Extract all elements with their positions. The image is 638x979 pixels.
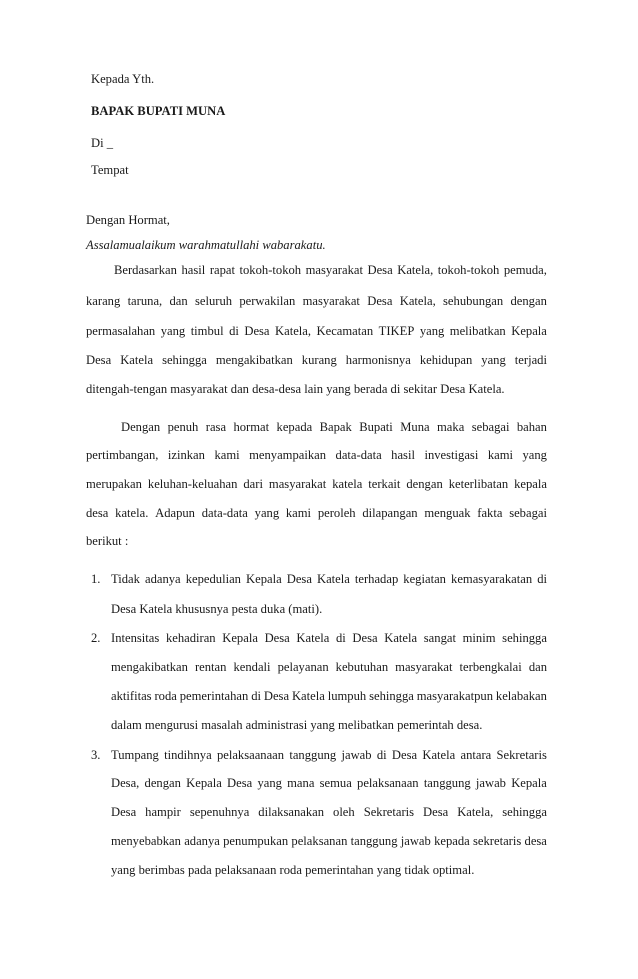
word: kepada bbox=[434, 834, 470, 848]
word: Desa bbox=[111, 805, 137, 819]
word: menyampaikan bbox=[249, 448, 327, 462]
word: sehingga bbox=[162, 353, 207, 367]
list-item-line bbox=[111, 775, 547, 791]
paragraph1-line bbox=[86, 352, 547, 368]
word: yang bbox=[522, 448, 547, 462]
word: Intensitas bbox=[111, 631, 160, 645]
word: Desa bbox=[86, 353, 112, 367]
word: masyarakat bbox=[305, 263, 363, 277]
word: katela. bbox=[115, 506, 149, 520]
word: hasil bbox=[181, 263, 206, 277]
list-item-number: 3. bbox=[91, 748, 101, 762]
word: sebagai bbox=[509, 506, 547, 520]
word: bahan bbox=[516, 420, 547, 434]
word: antara bbox=[460, 748, 492, 762]
word: Desa bbox=[423, 805, 449, 819]
word: jawab bbox=[341, 748, 372, 762]
word: yang bbox=[481, 353, 506, 367]
list-item-number: 1. bbox=[91, 572, 101, 586]
word: menguak bbox=[424, 506, 471, 520]
word: kemasyarakatan bbox=[451, 572, 533, 586]
word: izinkan bbox=[167, 448, 205, 462]
word: seluruh bbox=[194, 294, 233, 308]
word: desa bbox=[524, 834, 547, 848]
word: sepenuhnya bbox=[189, 805, 250, 819]
list-item-line bbox=[111, 571, 547, 587]
word: Desa bbox=[227, 776, 253, 790]
word: Kepala bbox=[186, 776, 222, 790]
word: hasil bbox=[391, 448, 415, 462]
word: keterlibatan bbox=[448, 477, 509, 491]
word: jawab bbox=[400, 834, 431, 848]
word: dengan bbox=[144, 776, 181, 790]
word: yang bbox=[257, 776, 282, 790]
greeting-hormat: Dengan Hormat, bbox=[86, 213, 170, 227]
word: sekretaris bbox=[473, 834, 522, 848]
word: dengan bbox=[406, 477, 443, 491]
word: karang bbox=[86, 294, 121, 308]
word: data-data bbox=[335, 448, 382, 462]
word: oleh bbox=[333, 805, 355, 819]
word: di bbox=[251, 689, 261, 703]
word: terkait bbox=[368, 477, 401, 491]
list-item-line: Desa Katela khususnya pesta duka (mati). bbox=[111, 602, 323, 616]
word: roda bbox=[154, 689, 177, 703]
word: Adapun bbox=[155, 506, 195, 520]
word: rapat bbox=[209, 263, 235, 277]
word: kami bbox=[285, 506, 312, 520]
word: penuh bbox=[167, 420, 199, 434]
word: Tumpang bbox=[111, 748, 159, 762]
word: perwakilan bbox=[239, 294, 296, 308]
list-item-line: yang berimbas pada pelaksanaan roda pemerintahan yang tidak optimal. bbox=[111, 863, 475, 877]
word: Desa, bbox=[111, 776, 140, 790]
word: TIKEP bbox=[378, 324, 415, 338]
word: kami bbox=[487, 448, 513, 462]
paragraph1-line bbox=[114, 262, 547, 278]
word: masyarakat bbox=[395, 660, 453, 674]
greeting-salam: Assalamualaikum warahmatullahi wabarakatu. bbox=[86, 238, 326, 252]
word: desa bbox=[86, 506, 109, 520]
word: minim bbox=[462, 631, 496, 645]
word: Desa bbox=[244, 324, 270, 338]
word: dan bbox=[169, 294, 188, 308]
word: maka bbox=[437, 420, 465, 434]
word: pemuda, bbox=[503, 263, 547, 277]
word: kepala bbox=[514, 477, 547, 491]
word: masyarakat bbox=[268, 477, 327, 491]
word: Katela, bbox=[457, 805, 494, 819]
word: permasalahan bbox=[86, 324, 156, 338]
word: pelaksanan bbox=[291, 834, 348, 848]
word: yang bbox=[419, 324, 445, 338]
word: Kepala bbox=[246, 572, 282, 586]
word: Berdasarkan bbox=[114, 263, 177, 277]
word: penumpukan bbox=[223, 834, 289, 848]
word: fakta bbox=[477, 506, 503, 520]
word: Bapak bbox=[319, 420, 352, 434]
word: pelaksaanaan bbox=[216, 748, 285, 762]
recipient-name: BAPAK BUPATI MUNA bbox=[91, 104, 226, 118]
word: yang bbox=[160, 324, 186, 338]
word: Dengan bbox=[121, 420, 161, 434]
word: di bbox=[335, 631, 346, 645]
list-item-line bbox=[111, 804, 547, 820]
word: investigasi bbox=[424, 448, 479, 462]
word: di bbox=[229, 324, 239, 338]
word: Bupati bbox=[359, 420, 393, 434]
word: tokoh-tokoh bbox=[239, 263, 302, 277]
word: Katela bbox=[120, 353, 154, 367]
word: mana bbox=[287, 776, 315, 790]
recipient-to: Kepada Yth. bbox=[91, 72, 155, 86]
list-item-line: dalam mengurusi masalah administrasi yang melibatkan pemerintah desa. bbox=[111, 718, 483, 732]
word: di bbox=[537, 572, 547, 586]
word: rasa bbox=[205, 420, 227, 434]
word: Katela bbox=[296, 631, 330, 645]
word: kehidupan bbox=[419, 353, 473, 367]
word: di bbox=[376, 748, 387, 762]
word: adanya bbox=[144, 572, 181, 586]
word: merupakan bbox=[86, 477, 142, 491]
word: sehingga bbox=[369, 689, 414, 703]
word: Desa bbox=[367, 294, 393, 308]
word: sebagai bbox=[471, 420, 510, 434]
word: peroleh bbox=[317, 506, 356, 520]
word: kegiatan bbox=[403, 572, 446, 586]
paragraph1-line bbox=[86, 323, 547, 339]
list-item-line bbox=[111, 659, 547, 675]
word: Katela, bbox=[399, 294, 436, 308]
word: kehadiran bbox=[165, 631, 216, 645]
word: terbengkalai bbox=[459, 660, 522, 674]
word: menyebabkan bbox=[111, 834, 181, 848]
word: Sekretaris bbox=[363, 805, 415, 819]
word: sehubungan bbox=[443, 294, 504, 308]
word: pertimbangan, bbox=[86, 448, 159, 462]
word: Katela bbox=[316, 572, 350, 586]
recipient-place: Tempat bbox=[91, 163, 129, 177]
paragraph1-line bbox=[86, 293, 547, 309]
word: dengan bbox=[510, 294, 547, 308]
word: kebutuhan bbox=[335, 660, 389, 674]
list-item-number: 2. bbox=[91, 631, 101, 645]
word: tanggung bbox=[423, 776, 471, 790]
word: timbul bbox=[190, 324, 224, 338]
word: pelaksanaan bbox=[357, 776, 419, 790]
word: pelayanan bbox=[277, 660, 329, 674]
word: melibatkan bbox=[449, 324, 506, 338]
paragraph2-line: berikut : bbox=[86, 534, 129, 548]
word: Kepala bbox=[511, 776, 547, 790]
word: lumpuh bbox=[327, 689, 367, 703]
word: Desa bbox=[367, 263, 393, 277]
word: terhadap bbox=[354, 572, 399, 586]
word: terjadi bbox=[514, 353, 547, 367]
word: aktifitas bbox=[111, 689, 152, 703]
word: tokoh-tokoh bbox=[437, 263, 500, 277]
word: Katela bbox=[384, 631, 418, 645]
word: pemerintahan bbox=[179, 689, 249, 703]
word: Kecamatan bbox=[316, 324, 374, 338]
word: Katela bbox=[422, 748, 456, 762]
word: tanggung bbox=[350, 834, 398, 848]
word: tindihnya bbox=[164, 748, 212, 762]
list-item-line bbox=[111, 630, 547, 646]
word: Desa bbox=[391, 748, 418, 762]
list-item-line bbox=[111, 833, 547, 849]
word: dilapangan bbox=[362, 506, 418, 520]
word: Kepala bbox=[511, 324, 547, 338]
word: hampir bbox=[145, 805, 181, 819]
recipient-at: Di _ bbox=[91, 136, 114, 150]
word: Katela, bbox=[397, 263, 434, 277]
word: Katela bbox=[291, 689, 325, 703]
word: data-data bbox=[201, 506, 248, 520]
paragraph2-line bbox=[121, 419, 547, 435]
word: kepedulian bbox=[185, 572, 241, 586]
word: kami bbox=[214, 448, 240, 462]
paragraph1-line: ditengah-tengan masyarakat dan desa-desa lain yang berada di sekitar Desa Katela. bbox=[86, 382, 505, 396]
word: dan bbox=[528, 660, 547, 674]
word: dilaksanakan bbox=[258, 805, 325, 819]
word: tanggung bbox=[289, 748, 337, 762]
word: sehingga bbox=[502, 805, 547, 819]
word: mengakibatkan bbox=[215, 353, 293, 367]
word: taruna, bbox=[127, 294, 163, 308]
word: keluhan-keluahan bbox=[147, 477, 238, 491]
word: Desa bbox=[286, 572, 312, 586]
word: hormat bbox=[233, 420, 270, 434]
word: kelabakan bbox=[495, 689, 547, 703]
word: sehingga bbox=[502, 631, 547, 645]
word: semua bbox=[319, 776, 352, 790]
word: Tidak bbox=[111, 572, 140, 586]
list-item-line bbox=[111, 747, 547, 763]
word: masyarakat bbox=[302, 294, 360, 308]
paragraph2-line bbox=[86, 505, 547, 521]
word: masyarakatpun bbox=[416, 689, 493, 703]
word: adanya bbox=[184, 834, 220, 848]
paragraph2-line bbox=[86, 476, 547, 492]
word: Katela, bbox=[275, 324, 312, 338]
word: Desa bbox=[352, 631, 378, 645]
word: kendali bbox=[233, 660, 271, 674]
word: Muna bbox=[400, 420, 430, 434]
word: sangat bbox=[423, 631, 456, 645]
paragraph2-line bbox=[86, 447, 547, 463]
word: Kepala bbox=[222, 631, 258, 645]
word: katela bbox=[332, 477, 363, 491]
word: kurang bbox=[301, 353, 337, 367]
word: yang bbox=[254, 506, 280, 520]
word: harmonisnya bbox=[345, 353, 411, 367]
list-item-line bbox=[111, 688, 547, 704]
word: mengakibatkan bbox=[111, 660, 188, 674]
word: kepada bbox=[276, 420, 313, 434]
word: Desa bbox=[263, 689, 290, 703]
word: dari bbox=[243, 477, 263, 491]
word: rentan bbox=[194, 660, 227, 674]
word: Sekretaris bbox=[496, 748, 547, 762]
word: jawab bbox=[475, 776, 506, 790]
word: Desa bbox=[264, 631, 290, 645]
